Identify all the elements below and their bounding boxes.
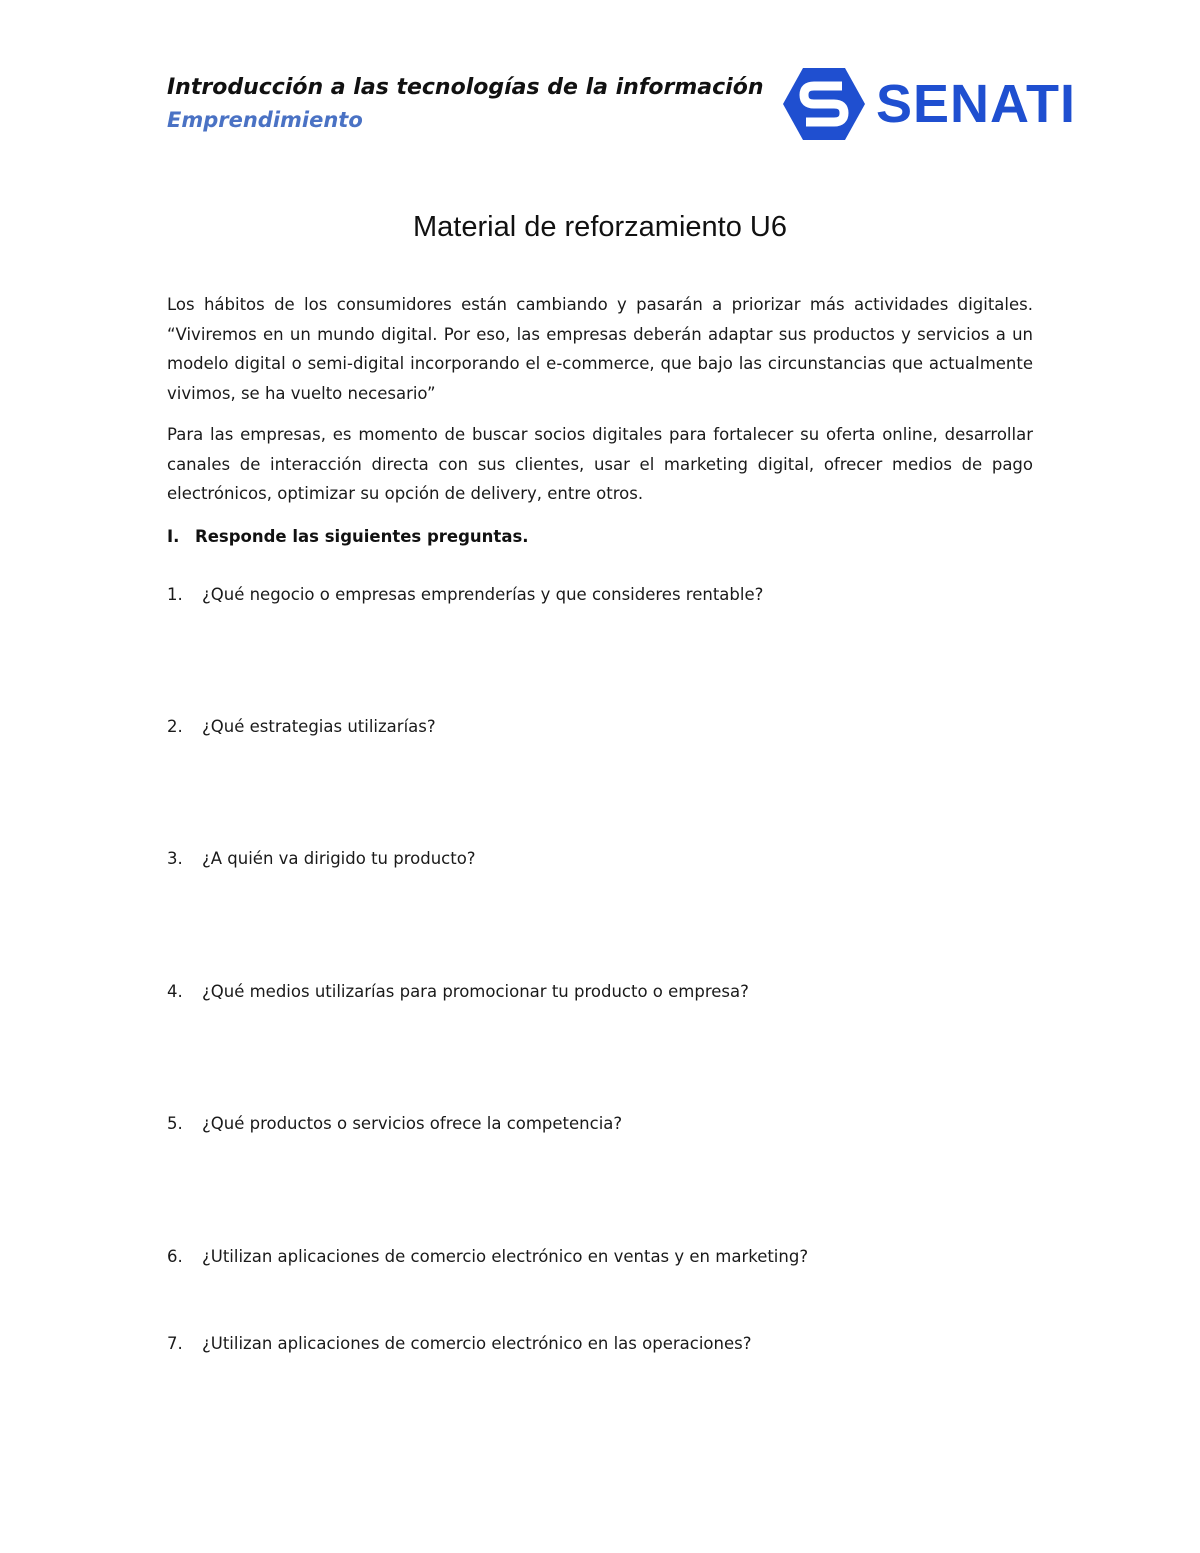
question-number: 3. — [167, 849, 183, 868]
question-number: 1. — [167, 585, 183, 604]
question-text: ¿Qué negocio o empresas emprenderías y que consideres rentable? — [202, 585, 764, 604]
question-item — [167, 712, 436, 741]
logo-text: SENATI — [876, 74, 1077, 134]
question-item — [167, 1242, 808, 1271]
question-number: 5. — [167, 1114, 183, 1133]
question-item — [167, 1109, 622, 1138]
course-title: Introducción a las tecnologías de la información — [167, 75, 764, 100]
intro-paragraph: Los hábitos de los consumidores están cambiando y pasarán a priorizar más actividades digitales. “Viviremos en un mundo digital. Por eso, las empresas deberán adaptar sus productos y servicios a un modelo digital o semi-digital incorporando el e-commerce, que bajo las circunstancias que actualmente vivimos, se ha vuelto necesario” — [167, 295, 1033, 403]
section-heading-text: Responde las siguientes preguntas. — [195, 527, 529, 546]
question-number: 4. — [167, 982, 183, 1001]
question-text: ¿Qué productos o servicios ofrece la competencia? — [202, 1114, 623, 1133]
question-number: 7. — [167, 1334, 183, 1353]
question-text: ¿A quién va dirigido tu producto? — [202, 849, 476, 868]
question-item — [167, 977, 749, 1006]
senati-logo — [782, 66, 1077, 142]
section-heading — [167, 522, 529, 551]
document-title: Material de reforzamiento U6 — [413, 211, 787, 243]
question-item — [167, 580, 763, 609]
course-subtitle: Emprendimiento — [167, 108, 363, 132]
business-paragraph: Para las empresas, es momento de buscar socios digitales para fortalecer su oferta online, desarrollar canales de interacción directa con sus clientes, usar el marketing digital, ofrecer medios de pago electrónicos, optimizar su opción de delivery, entre otros. — [167, 425, 1033, 503]
question-text: ¿Utilizan aplicaciones de comercio electrónico en ventas y en marketing? — [202, 1247, 809, 1266]
question-text: ¿Qué medios utilizarías para promocionar tu producto o empresa? — [202, 982, 749, 1001]
question-item — [167, 844, 476, 873]
senati-s-hexagon-icon — [782, 66, 866, 142]
question-number: 6. — [167, 1247, 183, 1266]
document-header — [167, 72, 763, 136]
question-number: 2. — [167, 717, 183, 736]
question-text: ¿Qué estrategias utilizarías? — [202, 717, 436, 736]
question-item — [167, 1329, 751, 1358]
question-text: ¿Utilizan aplicaciones de comercio electrónico en las operaciones? — [202, 1334, 752, 1353]
section-number: I. — [167, 527, 180, 546]
